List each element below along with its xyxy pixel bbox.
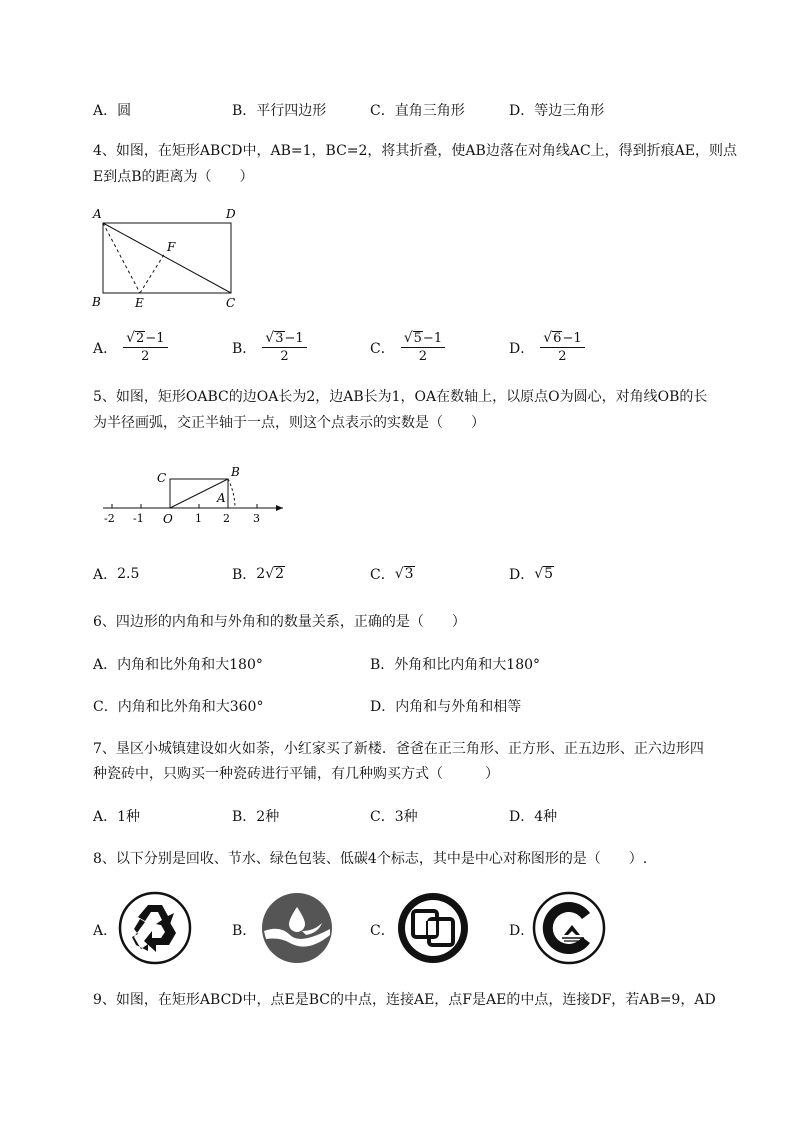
q6-option-b: B． 外角和比内角和大180° bbox=[370, 657, 541, 673]
q7-stem-line1: 7、垦区小城镇建设如火如荼，小红家买了新楼．爸爸在正三角形、正方形、正五边形、正六边形四 bbox=[93, 741, 704, 757]
q5-option-c: C． √ 3 bbox=[370, 566, 414, 583]
q4-label-a: A bbox=[93, 207, 102, 221]
water-saving-logo-icon bbox=[260, 891, 334, 965]
q9-stem-line1: 9、如图，在矩形ABCD中，点E是BC的中点，连接AE，点F是AE的中点，连接DF，若AB=9，AD bbox=[93, 992, 716, 1008]
q5-tick-2: 2 bbox=[223, 512, 230, 525]
q5-stem-line1: 5、如图，矩形OABC的边OA长为2，边AB长为1，OA在数轴上，以原点O为圆心，对角线OB的长 bbox=[93, 389, 708, 405]
recycle-logo-icon bbox=[118, 891, 192, 965]
q5-stem-line2: 为半径画弧，交正半轴于一点，则这个点表示的实数是（ ） bbox=[93, 415, 485, 431]
q3-option-c: C． 直角三角形 bbox=[370, 103, 465, 119]
q8-option-c-letter: C． bbox=[370, 923, 395, 939]
q4-label-e: E bbox=[135, 296, 144, 310]
q8-option-b-letter: B． bbox=[232, 923, 257, 939]
q4-option-d: D． √ 6 −1 2 bbox=[509, 331, 585, 364]
q5-option-a: A． 2.5 bbox=[93, 566, 140, 583]
q8-stem: 8、以下分别是回收、节水、绿色包装、低碳4个标志，其中是中心对称图形的是（ ）. bbox=[93, 851, 648, 867]
q3-option-a: A． 圆 bbox=[93, 103, 132, 119]
q5-tick-neg2: -2 bbox=[104, 512, 115, 525]
q6-option-c: C． 内角和比外角和大360° bbox=[93, 699, 264, 715]
q4-label-b: B bbox=[92, 295, 101, 309]
q6-stem: 6、四边形的内角和与外角和的数量关系，正确的是（ ） bbox=[93, 614, 466, 630]
q4-stem-line1: 4、如图，在矩形ABCD中，AB=1，BC=2，将其折叠，使AB边落在对角线AC上，得到折痕AE，则点 bbox=[93, 143, 737, 159]
q4-label-d: D bbox=[226, 207, 236, 221]
q5-option-d: D． √ 5 bbox=[509, 566, 554, 583]
q4-label-c: C bbox=[226, 296, 236, 310]
q5-tick-1: 1 bbox=[195, 512, 202, 525]
q5-label-b: B bbox=[231, 465, 240, 479]
q4-stem-line2: E到点B的距离为（ ） bbox=[93, 169, 254, 185]
q4-option-a: A． √ 2 −1 2 bbox=[93, 331, 168, 364]
q8-option-a-letter: A． bbox=[93, 923, 118, 939]
green-packaging-logo-icon bbox=[396, 891, 470, 965]
q4-option-c: C． √ 5 −1 2 bbox=[370, 331, 445, 364]
q4-label-f: F bbox=[167, 240, 176, 254]
q6-option-d: D． 内角和与外角和相等 bbox=[370, 699, 522, 715]
q5-tick-neg1: -1 bbox=[133, 512, 144, 525]
q5-label-a: A bbox=[217, 491, 226, 505]
low-carbon-logo-icon bbox=[532, 891, 606, 965]
q6-option-a: A． 内角和比外角和大180° bbox=[93, 657, 263, 673]
q3-option-b: B． 平行四边形 bbox=[232, 103, 327, 119]
q7-option-d: D． 4种 bbox=[509, 809, 558, 825]
q5-tick-origin: O bbox=[163, 512, 173, 526]
q7-option-c: C． 3种 bbox=[370, 809, 418, 825]
q5-tick-3: 3 bbox=[253, 512, 260, 525]
q5-label-c: C bbox=[157, 471, 167, 485]
q8-option-d-letter: D． bbox=[509, 923, 535, 939]
q7-option-b: B． 2种 bbox=[232, 809, 280, 825]
q7-option-a: A． 1种 bbox=[93, 809, 141, 825]
q5-option-b: B． 2 √ 2 bbox=[232, 566, 285, 583]
q3-option-d: D． 等边三角形 bbox=[509, 103, 605, 119]
q7-stem-line2: 种瓷砖中，只购买一种瓷砖进行平铺，有几种购买方式（ ） bbox=[93, 766, 499, 782]
q4-option-b: B． √ 3 −1 2 bbox=[232, 331, 307, 364]
